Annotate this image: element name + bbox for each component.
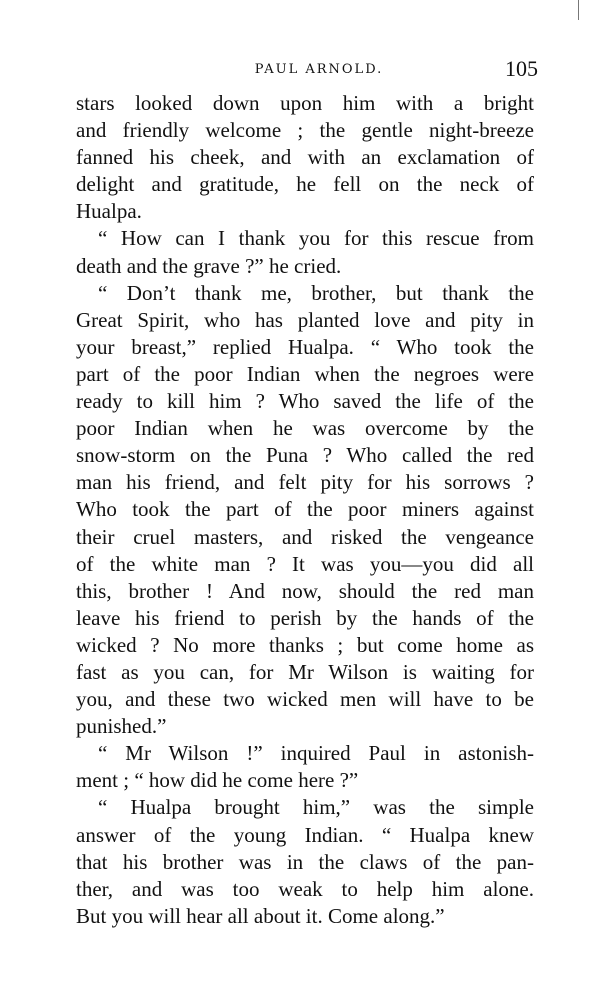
text-line: wicked ? No more thanks ; but come home as <box>76 632 534 657</box>
text-line: snow-storm on the Puna ? Who called the red <box>76 443 534 468</box>
text-line: “ Mr Wilson !” inquired Paul in astonish- <box>98 741 534 766</box>
text-line: and friendly welcome ; the gentle night-breeze <box>76 118 534 143</box>
text-line: man his friend, and felt pity for his sorrows ? <box>76 470 534 495</box>
text-line: But you will hear all about it. Come along.” <box>76 903 445 928</box>
text-line: “ Don’t thank me, brother, but thank the <box>98 280 534 305</box>
text-line: “ Hualpa brought him,” was the simple <box>98 795 534 820</box>
text-line: death and the grave ?” he cried. <box>76 253 342 278</box>
text-line: answer of the young Indian. “ Hualpa knew <box>76 822 534 847</box>
text-line: poor Indian when he was overcome by the <box>76 416 534 441</box>
text-line: ready to kill him ? Who saved the life of the <box>76 389 534 414</box>
text-line: “ How can I thank you for this rescue from <box>98 226 534 251</box>
text-line: this, brother ! And now, should the red man <box>76 578 534 603</box>
text-line: punished.” <box>76 714 167 739</box>
page-header <box>76 58 538 88</box>
running-head: PAUL ARNOLD. <box>254 62 384 77</box>
text-line: fanned his cheek, and with an exclamation of <box>76 145 534 170</box>
text-line: ment ; “ how did he come here ?” <box>76 768 359 793</box>
text-line: delight and gratitude, he fell on the neck of <box>76 172 534 197</box>
text-line: that his brother was in the claws of the pan- <box>76 849 534 874</box>
text-line: stars looked down upon him with a bright <box>76 91 534 115</box>
text-line: their cruel masters, and risked the vengeance <box>76 524 534 549</box>
text-line: fast as you can, for Mr Wilson is waiting for <box>76 659 534 684</box>
text-line: you, and these two wicked men will have to be <box>76 687 534 712</box>
text-line: part of the poor Indian when the negroes were <box>76 361 534 386</box>
text-line: ther, and was too weak to help him alone. <box>76 876 534 901</box>
page-number: 105 <box>505 56 538 81</box>
text-line: leave his friend to perish by the hands of the <box>76 605 534 630</box>
body-text <box>76 90 534 930</box>
text-line: of the white man ? It was you—you did all <box>76 551 534 576</box>
text-line: Great Spirit, who has planted love and pity in <box>76 307 534 332</box>
page-edge-mark <box>578 0 579 20</box>
text-line: your breast,” replied Hualpa. “ Who took the <box>76 334 534 359</box>
text-line: Hualpa. <box>76 199 142 224</box>
text-line: Who took the part of the poor miners against <box>76 497 534 522</box>
